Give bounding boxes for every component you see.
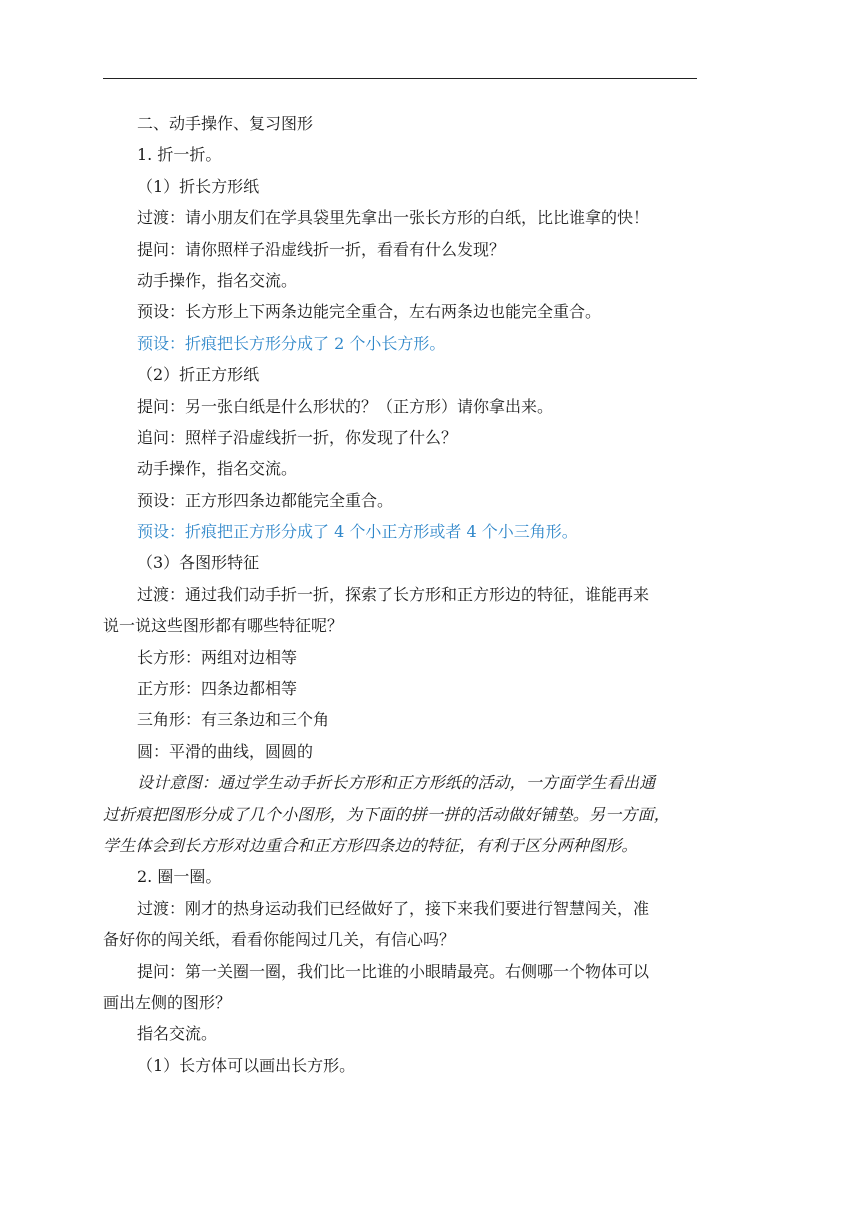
header-rule [103, 78, 697, 79]
document-body [103, 108, 697, 1081]
paragraph-question-3-cont: 画出左侧的图形？ [103, 993, 232, 1013]
paragraph-question-3: 提问：第一关圈一圈，我们比一比谁的小眼睛最亮。右侧哪一个物体可以 [137, 961, 650, 981]
paragraph-preset-2-highlight: 预设：折痕把长方形分成了 2 个小长方形。 [137, 333, 446, 353]
feature-square: 正方形：四条边都相等 [137, 679, 298, 699]
paragraph-question-2: 提问：另一张白纸是什么形状的？（正方形）请你拿出来。 [137, 396, 554, 416]
design-note-line-3: 学生体会到长方形对边重合和正方形四条边的特征，有利于区分两种图形。 [103, 836, 638, 856]
sub-fold-rectangle: （1）折长方形纸 [137, 176, 260, 196]
paragraph-question-1: 提问：请你照样子沿虚线折一折，看看有什么发现？ [137, 239, 506, 259]
paragraph-operate-1: 动手操作，指名交流。 [137, 270, 298, 290]
paragraph-followup: 追问：照样子沿虚线折一折，你发现了什么？ [137, 427, 458, 447]
sub-cuboid-rectangle: （1）长方体可以画出长方形。 [137, 1055, 356, 1075]
item-circle: 2. 圈一圈。 [137, 867, 222, 887]
design-note-line-2: 过折痕把图形分成了几个小图形，为下面的拼一拼的活动做好铺垫。另一方面， [103, 804, 671, 824]
sub-shape-features: （3）各图形特征 [137, 553, 260, 573]
paragraph-preset-4-highlight: 预设：折痕把正方形分成了 4 个小正方形或者 4 个小三角形。 [137, 522, 578, 542]
feature-triangle: 三角形：有三条边和三个角 [137, 710, 330, 730]
paragraph-transition-2-cont: 说一说这些图形都有哪些特征呢？ [103, 616, 344, 636]
item-fold: 1. 折一折。 [137, 145, 222, 165]
paragraph-transition-2: 过渡：通过我们动手折一折，探索了长方形和正方形边的特征，谁能再来 [137, 584, 650, 604]
paragraph-preset-3: 预设：正方形四条边都能完全重合。 [137, 490, 394, 510]
paragraph-transition-3: 过渡：刚才的热身运动我们已经做好了，接下来我们要进行智慧闯关，准 [137, 898, 650, 918]
paragraph-preset-1: 预设：长方形上下两条边能完全重合，左右两条边也能完全重合。 [137, 302, 602, 322]
design-note-line-1: 设计意图：通过学生动手折长方形和正方形纸的活动，一方面学生看出通 [137, 773, 656, 793]
feature-rectangle: 长方形：两组对边相等 [137, 647, 298, 667]
paragraph-operate-2: 动手操作，指名交流。 [137, 459, 298, 479]
section-heading: 二、动手操作、复习图形 [137, 114, 314, 133]
paragraph-transition-1: 过渡：请小朋友们在学具袋里先拿出一张长方形的白纸，比比谁拿的快！ [137, 208, 650, 228]
feature-circle: 圆：平滑的曲线，圆圆的 [137, 741, 314, 761]
paragraph-transition-3-cont: 备好你的闯关纸，看看你能闯过几关，有信心吗？ [103, 930, 456, 950]
paragraph-exchange: 指名交流。 [137, 1024, 218, 1044]
sub-fold-square: （2）折正方形纸 [137, 365, 260, 385]
